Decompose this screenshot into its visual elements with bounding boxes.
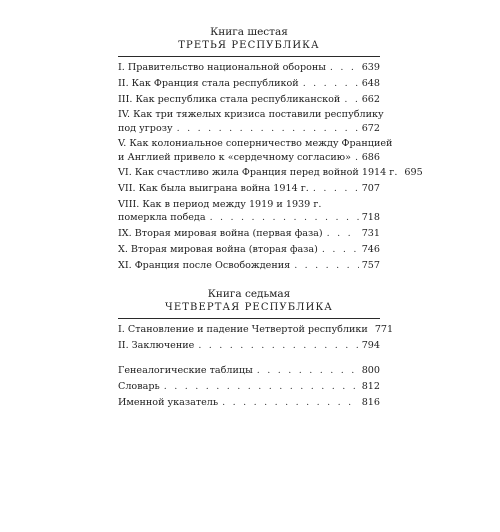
- book-seven-title: ЧЕТВЕРТАЯ РЕСПУБЛИКА: [165, 302, 333, 314]
- dot-leader: [198, 339, 358, 352]
- page-number: 800: [361, 364, 380, 376]
- book-six-rule: [118, 56, 380, 57]
- page-number: 794: [361, 340, 380, 352]
- book-seven-entries: [118, 323, 394, 352]
- toc-entry-title: I. Становление и падение Четвертой республики: [118, 324, 368, 336]
- page-number: 707: [361, 183, 380, 195]
- book-six-heading: Книга шестая: [210, 26, 288, 38]
- appendix-entries: [118, 364, 380, 409]
- toc-entry-title-line: VIII. Как в период между 1919 и 1939 г.: [118, 198, 322, 210]
- page-number: 648: [361, 77, 380, 89]
- dot-leader: [330, 61, 359, 74]
- toc-entry-title: Словарь: [118, 380, 160, 392]
- page-number: 771: [374, 324, 394, 336]
- toc-entry: [118, 166, 423, 179]
- toc-entry-title: X. Вторая мировая война (вторая фаза): [118, 243, 318, 255]
- table-of-contents: [118, 26, 423, 411]
- toc-entry-last-line: [118, 396, 380, 409]
- page-number: 757: [361, 259, 380, 271]
- toc-entry: [118, 259, 380, 272]
- toc-entry: [118, 77, 380, 90]
- toc-entry-last-line: [118, 77, 380, 90]
- toc-entry-last-line: [118, 380, 380, 393]
- toc-entry-title: II. Заключение: [118, 340, 195, 352]
- toc-entry-title: I. Правительство национальной обороны: [118, 62, 326, 73]
- page-number: 695: [404, 167, 423, 179]
- toc-entry-last-line: [118, 227, 380, 240]
- toc-entry: [118, 323, 394, 336]
- toc-entry: [118, 364, 380, 377]
- book-six-title: ТРЕТЬЯ РЕСПУБЛИКА: [178, 40, 320, 51]
- toc-entry-last-line: [118, 122, 380, 135]
- toc-entry: [118, 137, 393, 163]
- toc-entry: [118, 380, 380, 393]
- book-seven-rule: [118, 318, 380, 319]
- dot-leader: [303, 77, 359, 90]
- book-seven-heading: Книга седьмая: [207, 288, 291, 301]
- toc-entry: [118, 227, 380, 240]
- toc-entry-last-line: [118, 364, 380, 377]
- toc-entry-last-line: [118, 323, 394, 336]
- toc-entry-title: IX. Вторая мировая война (первая фаза): [118, 227, 323, 239]
- toc-entry: [118, 198, 380, 224]
- page-number: 662: [361, 93, 380, 105]
- toc-entry: [118, 182, 380, 195]
- book-six-entries: [118, 61, 423, 272]
- dot-leader: [294, 259, 359, 272]
- toc-entry: [118, 396, 380, 409]
- dot-leader: [222, 396, 359, 409]
- toc-entry-title: померкла победа: [118, 212, 206, 224]
- toc-entry-last-line: [118, 211, 380, 224]
- page-number: 731: [361, 227, 380, 239]
- toc-entry-last-line: [118, 61, 380, 74]
- dot-leader: [177, 122, 359, 135]
- page-number: 639: [361, 62, 380, 73]
- toc-entry-title: Генеалогические таблицы: [118, 364, 253, 376]
- toc-entry-last-line: [118, 259, 380, 272]
- dot-leader: [355, 151, 359, 164]
- toc-entry-title: III. Как республика стала республиканской: [118, 93, 341, 105]
- page-number: 812: [361, 380, 380, 392]
- page-number: 672: [361, 122, 380, 134]
- page-number: 718: [361, 212, 380, 224]
- toc-entry: [118, 108, 384, 134]
- toc-entry-title-line: V. Как колониальное соперничество между Францией: [118, 138, 393, 150]
- toc-entry-title: VI. Как счастливо жила Франция перед войной 1914 г.: [118, 167, 398, 179]
- page-number: 686: [361, 151, 380, 163]
- toc-entry-title: XI. Франция после Освобождения: [118, 259, 291, 271]
- dot-leader: [210, 211, 359, 224]
- toc-entry-last-line: [118, 166, 423, 179]
- dot-leader: [322, 243, 359, 256]
- toc-entry-title-line: IV. Как три тяжелых кризиса поставили республику: [118, 109, 384, 121]
- toc-entry-last-line: [118, 151, 380, 164]
- toc-entry: [118, 93, 380, 106]
- dot-leader: [313, 182, 359, 195]
- toc-entry-title: и Англией привело к «сердечному согласию»: [118, 151, 352, 163]
- toc-entry: [118, 243, 380, 256]
- toc-entry-title: под угрозу: [118, 122, 173, 134]
- toc-entry-last-line: [118, 339, 380, 352]
- toc-entry-last-line: [118, 93, 380, 106]
- toc-entry-last-line: [118, 182, 380, 195]
- dot-leader: [257, 364, 359, 377]
- dot-leader: [164, 380, 359, 393]
- toc-entry-title: VII. Как была выиграна война 1914 г.: [118, 183, 309, 195]
- dot-leader: [327, 227, 359, 240]
- toc-entry-title: Именной указатель: [118, 396, 219, 408]
- toc-entry: [118, 339, 380, 352]
- toc-entry-last-line: [118, 243, 380, 256]
- page-number: 816: [361, 396, 380, 408]
- toc-entry-title: II. Как Франция стала республикой: [118, 77, 299, 89]
- dot-leader: [344, 93, 358, 106]
- toc-entry: [118, 61, 380, 74]
- page-number: 746: [361, 243, 380, 255]
